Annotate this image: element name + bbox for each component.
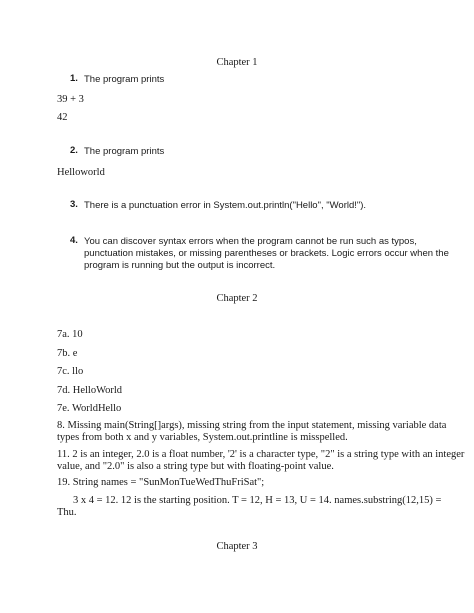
item-1-text: The program prints bbox=[84, 74, 165, 85]
answer-7e: 7e. WorldHello bbox=[57, 403, 122, 414]
q19-statement: 19. String names = "SunMonTueWedThuFriSat"; bbox=[57, 477, 265, 488]
item-4-line-1: You can discover syntax errors when the program cannot be run such as typos, bbox=[84, 236, 417, 247]
item-4-number: 4. bbox=[70, 235, 78, 246]
answer-7d: 7d. HelloWorld bbox=[57, 385, 123, 396]
q19-detail-line-2: Thu. bbox=[57, 507, 77, 518]
q8-line-1: 8. Missing main(String[]args), missing string from the input statement, missing variable data bbox=[57, 420, 447, 431]
chapter-1-heading: Chapter 1 bbox=[216, 57, 258, 68]
answer-7b: 7b. e bbox=[57, 348, 78, 359]
item-1-number: 1. bbox=[70, 73, 78, 84]
item-3-number: 3. bbox=[70, 199, 78, 210]
answer-7c: 7c. llo bbox=[57, 366, 84, 377]
q11-line-2: value, and "2.0" is also a string type but with floating-point value. bbox=[57, 461, 334, 472]
q8-line-2: types from both x and y variables, System.out.printline is misspelled. bbox=[57, 432, 348, 443]
item-3-text: There is a punctuation error in System.out.println("Hello", "World!"). bbox=[84, 200, 367, 211]
item-4-line-2: punctuation mistakes, or missing parentheses or brackets. Logic errors occur when the bbox=[84, 248, 449, 259]
output-1-expression: 39 + 3 bbox=[57, 94, 84, 105]
q19-detail-line-1: 3 x 4 = 12. 12 is the starting position. T = 12, H = 13, U = 14. names.substring(12,15) = bbox=[73, 495, 442, 506]
item-2-text: The program prints bbox=[84, 146, 165, 157]
chapter-3-heading: Chapter 3 bbox=[216, 541, 258, 552]
item-4-line-3: program is running but the output is incorrect. bbox=[84, 260, 276, 271]
output-1-result: 42 bbox=[57, 112, 68, 123]
item-2-number: 2. bbox=[70, 145, 78, 156]
chapter-2-heading: Chapter 2 bbox=[216, 293, 258, 304]
answer-7a: 7a. 10 bbox=[57, 329, 83, 340]
q11-line-1: 11. 2 is an integer, 2.0 is a float number, '2' is a character type, "2" is a string type with an integer bbox=[57, 449, 465, 460]
output-2: Helloworld bbox=[57, 167, 105, 178]
